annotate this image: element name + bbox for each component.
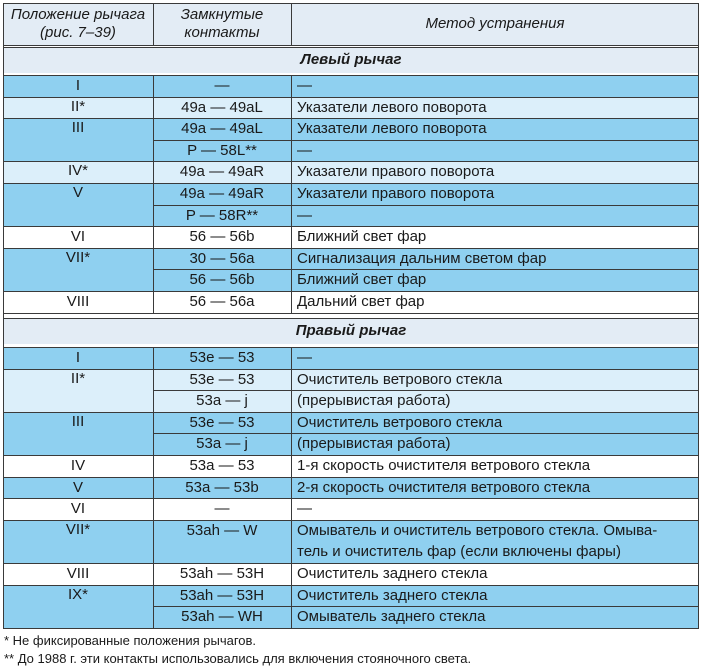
- cell-method: Очиститель ветрового стекла: [297, 413, 503, 431]
- cell-position: [3, 140, 153, 162]
- row-divider: [153, 433, 699, 434]
- cell-method: Ближний свет фар: [297, 271, 427, 289]
- table-row: [3, 390, 699, 412]
- table-row: [3, 347, 699, 369]
- cell-contacts: 56 — 56b: [189, 228, 255, 246]
- section-divider: [3, 318, 699, 319]
- cell-position: IX*: [67, 585, 88, 603]
- cell-contacts: 49a — 49aR: [179, 163, 265, 181]
- section-divider: [3, 313, 699, 314]
- cell-contacts: 56 — 56b: [189, 271, 255, 289]
- cell-contacts: 53ah — 53H: [179, 565, 265, 582]
- cell-method: —: [297, 349, 312, 366]
- table-row: [3, 291, 699, 313]
- section-divider: [3, 347, 699, 348]
- cell-contacts: 49a — 49aL: [181, 98, 263, 116]
- cell-contacts: P — 58R**: [185, 206, 259, 224]
- cell-method-line1: Омыватель и очиститель ветрового стекла. Омыва-: [297, 521, 658, 539]
- cell-position: [3, 205, 153, 227]
- cell-method: Указатели левого поворота: [297, 98, 487, 116]
- row-divider: [3, 291, 699, 292]
- section-divider: [3, 75, 699, 76]
- cell-position: I: [75, 77, 81, 94]
- cell-position: VI: [70, 228, 86, 246]
- table-row: [3, 118, 699, 140]
- cell-method: Омыватель заднего стекла: [297, 608, 486, 626]
- cell-method: Сигнализация дальним светом фар: [297, 249, 547, 267]
- row-divider: [3, 585, 699, 586]
- cell-contacts: 53e — 53: [189, 349, 255, 366]
- table-row: [3, 205, 699, 227]
- table-row: [3, 477, 699, 499]
- row-divider: [3, 563, 699, 564]
- row-divider: [153, 390, 699, 391]
- cell-contacts: 56 — 56a: [189, 293, 255, 310]
- cell-position: [3, 269, 153, 291]
- cell-method: Ближний свет фар: [297, 228, 427, 246]
- cell-position: IV*: [67, 162, 88, 180]
- row-divider: [3, 455, 699, 456]
- cell-contacts: 53ah — 53H: [179, 586, 265, 604]
- header-position: Положение рычага (рис. 7–39): [10, 6, 146, 41]
- table-row: [3, 520, 699, 563]
- row-divider: [3, 369, 699, 370]
- table-row: [3, 455, 699, 477]
- cell-position: [3, 433, 153, 455]
- row-divider: [153, 97, 699, 98]
- row-divider: [3, 498, 699, 499]
- table-row: [3, 369, 699, 391]
- column-divider: [153, 3, 154, 45]
- row-divider: [3, 161, 699, 162]
- cell-contacts: 49a — 49aR: [179, 185, 265, 202]
- cell-position: VII*: [65, 520, 91, 538]
- cell-method: —: [297, 206, 312, 224]
- table-row: [3, 563, 699, 585]
- header-contacts: Замкнутые контакты: [180, 6, 264, 41]
- table-border-top: [3, 3, 699, 4]
- table-row: [3, 183, 699, 205]
- table-row: [3, 498, 699, 520]
- table-row: [3, 433, 699, 455]
- cell-method: (прерывистая работа): [297, 435, 451, 453]
- cell-method: [297, 520, 697, 563]
- cell-contacts: P — 58L**: [187, 141, 257, 159]
- cell-position: I: [75, 349, 81, 366]
- row-divider: [3, 97, 153, 98]
- table-row: [3, 412, 699, 434]
- cell-contacts: —: [214, 77, 230, 94]
- cell-position: II*: [70, 97, 86, 115]
- cell-contacts: 53a — 53b: [185, 478, 259, 496]
- row-divider: [153, 140, 699, 141]
- header-method: Метод устранения: [425, 15, 565, 32]
- cell-method: (прерывистая работа): [297, 392, 451, 410]
- cell-contacts: 53a — j: [196, 435, 248, 453]
- cell-method: Очиститель ветрового стекла: [297, 370, 503, 388]
- table-row: [3, 75, 699, 97]
- cell-position: V: [72, 184, 83, 201]
- column-divider: [153, 75, 154, 313]
- cell-contacts: 53e — 53: [189, 370, 255, 388]
- cell-position: III: [71, 119, 85, 137]
- cell-position: II*: [70, 369, 86, 387]
- cell-method: Указатели левого поворота: [297, 120, 487, 138]
- row-divider: [3, 477, 699, 478]
- cell-position: [3, 606, 153, 628]
- row-divider: [3, 412, 699, 413]
- cell-contacts: 53a — j: [196, 392, 248, 410]
- cell-position: VIII: [66, 293, 90, 310]
- cell-method: Указатели правого поворота: [297, 185, 495, 202]
- cell-position: [3, 390, 153, 412]
- table-row: [3, 606, 699, 628]
- table-row: [3, 269, 699, 291]
- cell-method: Очиститель заднего стекла: [297, 586, 488, 604]
- cell-contacts: 53ah — WH: [181, 608, 263, 626]
- cell-contacts: 30 — 56a: [189, 249, 255, 267]
- table-header: [3, 3, 699, 45]
- cell-position: III: [71, 412, 85, 430]
- cell-position: VII*: [65, 248, 91, 266]
- cell-contacts: —: [214, 500, 230, 518]
- cell-method: —: [297, 500, 312, 518]
- table-row: [3, 226, 699, 248]
- cell-contacts: 53ah — W: [186, 521, 258, 539]
- row-divider: [153, 606, 699, 607]
- footnote-1: * Не фиксированные положения рычагов.: [4, 633, 257, 648]
- column-divider: [291, 347, 292, 628]
- footnote-2: ** До 1988 г. эти контакты использовались для включения стояночного света.: [4, 651, 472, 666]
- table-row: [3, 161, 699, 183]
- cell-method: 2-я скорость очистителя ветрового стекла: [297, 478, 591, 496]
- table-row: [3, 585, 699, 607]
- row-divider: [153, 269, 699, 270]
- cell-contacts: 49a — 49aL: [181, 120, 263, 138]
- table-row: [3, 97, 699, 119]
- cell-contacts: 53a — 53: [189, 457, 255, 474]
- header-divider: [3, 47, 699, 48]
- cell-position: IV: [70, 457, 86, 474]
- column-divider: [291, 75, 292, 313]
- row-divider: [3, 226, 699, 227]
- row-divider: [153, 205, 699, 206]
- section-title-right: Правый рычаг: [3, 318, 699, 344]
- row-divider: [3, 520, 699, 521]
- cell-method: —: [297, 77, 312, 94]
- cell-method: 1-я скорость очистителя ветрового стекла: [297, 457, 591, 474]
- cell-method-line2: тель и очиститель фар (если включены фары): [297, 543, 621, 561]
- cell-method: Дальний свет фар: [297, 293, 425, 310]
- cell-contacts: 53e — 53: [189, 413, 255, 431]
- cell-position: VI: [70, 500, 86, 518]
- cell-method: Указатели правого поворота: [297, 163, 495, 181]
- cell-position: VIII: [66, 565, 90, 582]
- section-title-left: Левый рычаг: [3, 47, 699, 73]
- cell-method: Очиститель заднего стекла: [297, 565, 488, 582]
- header-divider: [3, 45, 699, 46]
- row-divider: [3, 118, 699, 119]
- table-row: [3, 140, 699, 162]
- column-divider: [291, 3, 292, 45]
- row-divider: [3, 183, 699, 184]
- row-divider: [3, 248, 699, 249]
- table-border-bottom: [3, 628, 699, 629]
- cell-method: —: [297, 141, 312, 159]
- cell-position: V: [72, 478, 83, 496]
- column-divider: [153, 347, 154, 628]
- table-row: [3, 248, 699, 270]
